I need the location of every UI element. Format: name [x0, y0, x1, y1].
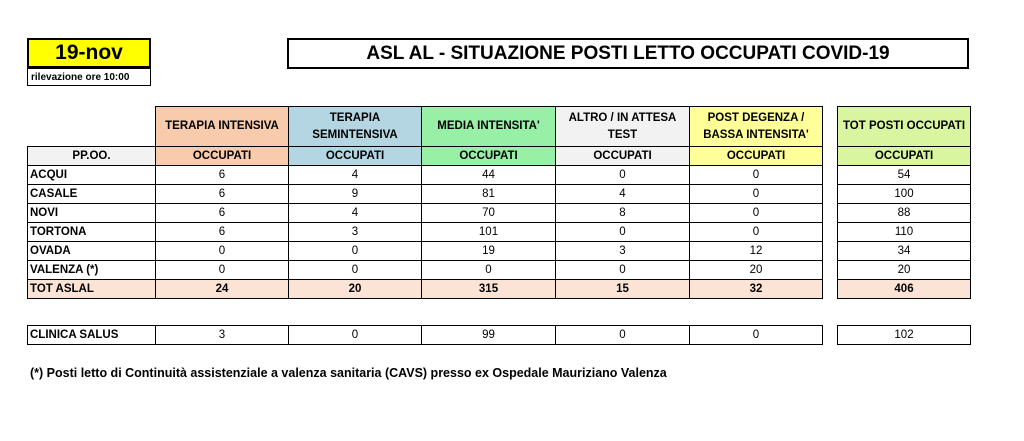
cell-sti: 0 — [289, 261, 422, 280]
row-name: NOVI — [28, 204, 156, 223]
sub-occupati: OCCUPATI — [690, 147, 823, 166]
clinica-table — [27, 325, 971, 345]
cell-alt: 8 — [556, 204, 690, 223]
total-row — [28, 280, 971, 299]
cell-ti: 0 — [156, 242, 289, 261]
cell-alt: 0 — [556, 223, 690, 242]
cell-sti: 4 — [289, 204, 422, 223]
sub-occupati: OCCUPATI — [289, 147, 422, 166]
cell-sti: 20 — [289, 280, 422, 299]
cell-pd: 32 — [690, 280, 823, 299]
cell-pd: 0 — [690, 185, 823, 204]
cell-sti: 0 — [289, 326, 422, 345]
col-media-intensita: MEDIA INTENSITA' — [422, 107, 556, 147]
cell-alt: 15 — [556, 280, 690, 299]
col-post-degenza: POST DEGENZA / BASSA INTENSITA' — [690, 107, 823, 147]
cell-ti: 6 — [156, 204, 289, 223]
col-terapia-intensiva: TERAPIA INTENSIVA — [156, 107, 289, 147]
col-tot-posti: TOT POSTI OCCUPATI — [838, 107, 971, 147]
survey-time: rilevazione ore 10:00 — [27, 68, 151, 86]
cell-tot: 54 — [838, 166, 971, 185]
table-row — [28, 223, 971, 242]
row-header-label: PP.OO. — [28, 147, 156, 166]
table-row — [28, 326, 971, 345]
cell-ti: 6 — [156, 185, 289, 204]
sub-occupati: OCCUPATI — [422, 147, 556, 166]
table-row — [28, 242, 971, 261]
footnote: (*) Posti letto di Continuità assistenziale a valenza sanitaria (CAVS) presso ex Ospedale Mauriziano Valenza — [30, 366, 667, 380]
cell-mi: 101 — [422, 223, 556, 242]
cell-mi: 44 — [422, 166, 556, 185]
occupancy-table — [27, 106, 971, 299]
row-name: CLINICA SALUS — [28, 326, 156, 345]
row-name: CASALE — [28, 185, 156, 204]
cell-pd: 0 — [690, 204, 823, 223]
cell-ti: 0 — [156, 261, 289, 280]
cell-pd: 0 — [690, 223, 823, 242]
sub-occupati: OCCUPATI — [556, 147, 690, 166]
col-altro: ALTRO / IN ATTESA TEST — [556, 107, 690, 147]
cell-pd: 0 — [690, 166, 823, 185]
sub-occupati: OCCUPATI — [838, 147, 971, 166]
cell-sti: 3 — [289, 223, 422, 242]
col-terapia-semintensiva: TERAPIA SEMINTENSIVA — [289, 107, 422, 147]
cell-tot: 406 — [838, 280, 971, 299]
table-row — [28, 204, 971, 223]
cell-mi: 0 — [422, 261, 556, 280]
cell-pd: 20 — [690, 261, 823, 280]
cell-mi: 81 — [422, 185, 556, 204]
cell-ti: 3 — [156, 326, 289, 345]
header-row — [28, 107, 971, 147]
cell-ti: 6 — [156, 223, 289, 242]
cell-mi: 315 — [422, 280, 556, 299]
row-name: TOT ASLAL — [28, 280, 156, 299]
row-name: VALENZA (*) — [28, 261, 156, 280]
cell-tot: 110 — [838, 223, 971, 242]
row-name: OVADA — [28, 242, 156, 261]
cell-tot: 88 — [838, 204, 971, 223]
cell-pd: 12 — [690, 242, 823, 261]
cell-pd: 0 — [690, 326, 823, 345]
cell-alt: 3 — [556, 242, 690, 261]
cell-mi: 19 — [422, 242, 556, 261]
table-row — [28, 185, 971, 204]
cell-mi: 70 — [422, 204, 556, 223]
table-row — [28, 261, 971, 280]
table-row — [28, 166, 971, 185]
row-name: TORTONA — [28, 223, 156, 242]
cell-ti: 6 — [156, 166, 289, 185]
sub-occupati: OCCUPATI — [156, 147, 289, 166]
subheader-row — [28, 147, 971, 166]
cell-mi: 99 — [422, 326, 556, 345]
cell-tot: 20 — [838, 261, 971, 280]
cell-alt: 4 — [556, 185, 690, 204]
date-badge: 19-nov — [27, 38, 151, 68]
cell-alt: 0 — [556, 326, 690, 345]
cell-tot: 34 — [838, 242, 971, 261]
cell-ti: 24 — [156, 280, 289, 299]
cell-sti: 9 — [289, 185, 422, 204]
row-name: ACQUI — [28, 166, 156, 185]
cell-tot: 100 — [838, 185, 971, 204]
cell-alt: 0 — [556, 261, 690, 280]
cell-tot: 102 — [838, 326, 971, 345]
cell-alt: 0 — [556, 166, 690, 185]
page-title: ASL AL - SITUAZIONE POSTI LETTO OCCUPATI COVID-19 — [287, 38, 969, 69]
cell-sti: 4 — [289, 166, 422, 185]
cell-sti: 0 — [289, 242, 422, 261]
